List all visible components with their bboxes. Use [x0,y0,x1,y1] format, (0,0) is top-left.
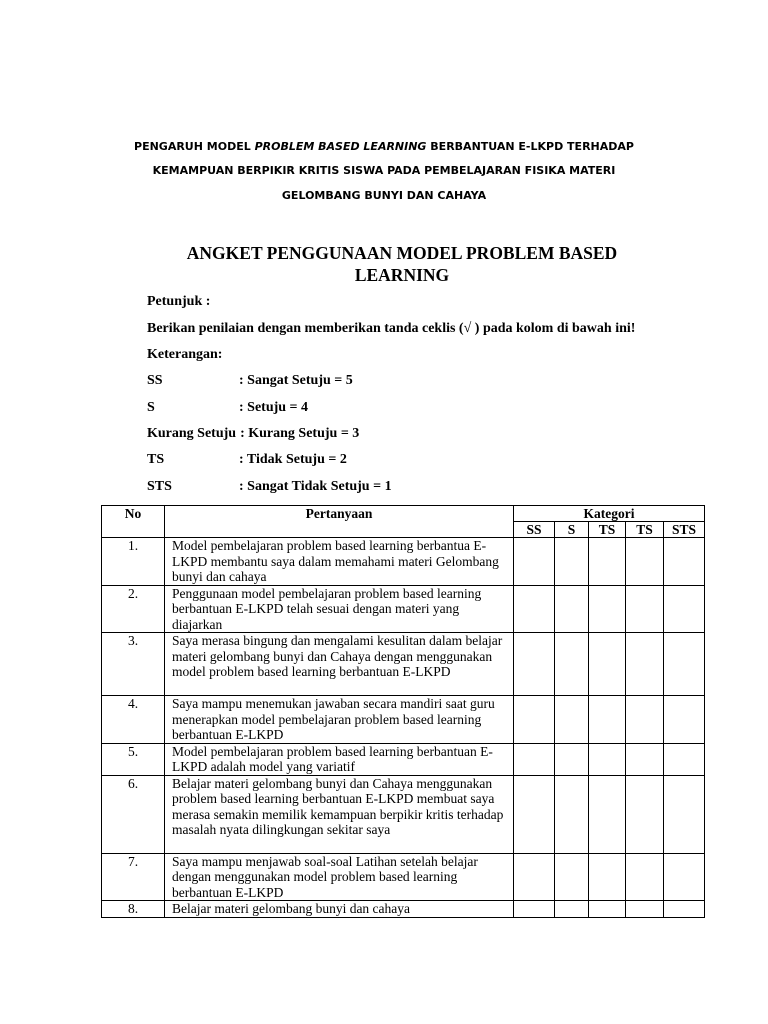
table-row [102,696,705,744]
table-row [102,775,705,853]
answer-cell[interactable] [589,901,626,918]
answer-cell[interactable] [514,538,555,586]
legend-item [147,479,392,495]
answer-cell[interactable] [514,901,555,918]
page-title: ANGKET PENGGUNAAN MODEL PROBLEM BASED LEARNING [186,243,618,285]
answer-cell[interactable] [589,853,626,901]
answer-cell[interactable] [664,633,705,696]
heading-line-3: GELOMBANG BUNYI DAN CAHAYA [281,189,487,202]
table-row [102,633,705,696]
legend-item [147,426,359,442]
heading-line-1-pre: PENGARUH MODEL [134,140,255,153]
row-number: 2. [102,585,165,633]
answer-cell[interactable] [664,853,705,901]
answer-cell[interactable] [589,538,626,586]
heading-line-1-italic: PROBLEM BASED LEARNING [254,140,427,153]
legend-item [147,373,353,389]
category-header: S [555,522,589,538]
answer-cell[interactable] [589,633,626,696]
legend-description: : Tidak Setuju = 2 [239,452,347,467]
answer-cell[interactable] [589,585,626,633]
table-row [102,853,705,901]
answer-cell[interactable] [626,901,664,918]
table-row [102,538,705,586]
row-number: 8. [102,901,165,918]
answer-cell[interactable] [555,853,589,901]
keterangan-label: Keterangan: [147,347,223,362]
legend-description: : Sangat Setuju = 5 [239,373,353,388]
answer-cell[interactable] [664,743,705,775]
answer-cell[interactable] [664,775,705,853]
question-text: Model pembelajaran problem based learning berbantuan E-LKPD adalah model yang variatif [165,743,514,775]
answer-cell[interactable] [626,743,664,775]
question-text: Saya merasa bingung dan mengalami kesulitan dalam belajar materi gelombang bunyi dan Cahaya dengan menggunakan model problem based learning berbantuan E-LKPD [165,633,514,696]
row-number: 3. [102,633,165,696]
answer-cell[interactable] [589,696,626,744]
category-header: STS [664,522,705,538]
answer-cell[interactable] [626,538,664,586]
answer-cell[interactable] [555,775,589,853]
question-text: Penggunaan model pembelajaran problem based learning berbantuan E-LKPD telah sesuai dengan materi yang diajarkan [165,585,514,633]
answer-cell[interactable] [514,633,555,696]
answer-cell[interactable] [589,775,626,853]
legend-code: STS [147,479,172,494]
category-header: TS [626,522,664,538]
question-text: Belajar materi gelombang bunyi dan Cahaya menggunakan problem based learning berbantuan E-LKPD membuat saya merasa semakin memilik kemampuan berpikir kritis terhadap masalah nyata dilingkungan sekitar saya [165,775,514,853]
legend-code: TS [147,452,165,467]
survey-table [101,505,705,918]
petunjuk-label: Petunjuk : [147,294,211,309]
answer-cell[interactable] [514,696,555,744]
legend-description: : Kurang Setuju = 3 [240,426,360,441]
question-text: Saya mampu menemukan jawaban secara mandiri saat guru menerapkan model pembelajaran problem based learning berbantuan E-LKPD [165,696,514,744]
heading-line-2: KEMAMPUAN BERPIKIR KRITIS SISWA PADA PEMBELAJARAN FISIKA MATERI [152,164,616,177]
answer-cell[interactable] [664,901,705,918]
row-number: 4. [102,696,165,744]
question-text: Model pembelajaran problem based learning berbantua E-LKPD membantu saya dalam memahami materi Gelombang bunyi dan cahaya [165,538,514,586]
answer-cell[interactable] [626,633,664,696]
question-text: Belajar materi gelombang bunyi dan cahaya [165,901,514,918]
answer-cell[interactable] [626,853,664,901]
answer-cell[interactable] [555,901,589,918]
column-header-pertanyaan: Pertanyaan [165,506,514,538]
answer-cell[interactable] [514,775,555,853]
legend-code: Kurang Setuju [147,426,237,441]
table-row [102,743,705,775]
question-text: Saya mampu menjawab soal-soal Latihan setelah belajar dengan menggunakan model problem based learning berbantuan E-LKPD [165,853,514,901]
answer-cell[interactable] [626,585,664,633]
answer-cell[interactable] [664,538,705,586]
answer-cell[interactable] [514,853,555,901]
answer-cell[interactable] [514,585,555,633]
answer-cell[interactable] [555,585,589,633]
column-header-kategori: Kategori [514,506,705,522]
answer-cell[interactable] [589,743,626,775]
answer-cell[interactable] [555,743,589,775]
row-number: 7. [102,853,165,901]
category-header: SS [514,522,555,538]
petunjuk-text: Berikan penilaian dengan memberikan tanda ceklis (√ ) pada kolom di bawah ini! [147,321,636,336]
category-header: TS [589,522,626,538]
answer-cell[interactable] [555,696,589,744]
answer-cell[interactable] [514,743,555,775]
legend-item [147,400,309,416]
row-number: 1. [102,538,165,586]
answer-cell[interactable] [555,633,589,696]
answer-cell[interactable] [626,775,664,853]
legend-description: : Setuju = 4 [239,400,309,415]
answer-cell[interactable] [664,585,705,633]
table-row [102,901,705,918]
legend-description: : Sangat Tidak Setuju = 1 [239,479,392,494]
table-row [102,585,705,633]
answer-cell[interactable] [626,696,664,744]
heading-line-1-post: BERBANTUAN E-LKPD TERHADAP [426,140,634,153]
legend-code: SS [147,373,163,388]
answer-cell[interactable] [664,696,705,744]
row-number: 5. [102,743,165,775]
answer-cell[interactable] [555,538,589,586]
legend-item [147,452,347,468]
heading-line-1 [0,140,768,153]
column-header-no: No [102,506,165,538]
row-number: 6. [102,775,165,853]
legend-code: S [147,400,155,415]
